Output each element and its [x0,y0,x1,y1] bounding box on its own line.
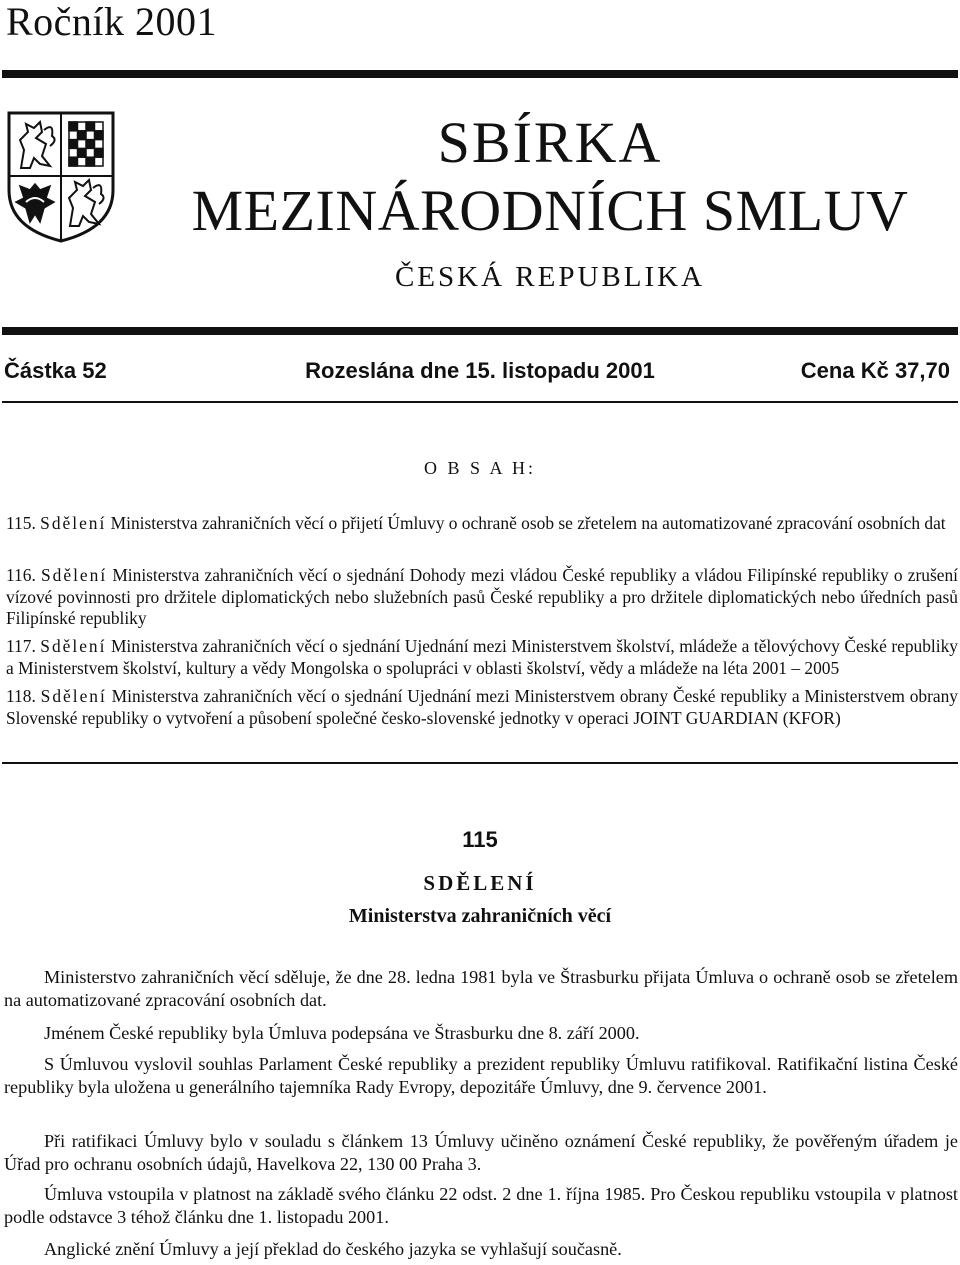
body-paragraph: Anglické znění Úmluvy a její překlad do českého jazyka se vyhlašují současně. [44,1239,622,1259]
header-bottom-rule [2,327,958,335]
body-paragraph: Ministerstvo zahraničních věcí sděluje, že dne 28. ledna 1981 byla ve Štrasburku přijata Úmluva o ochraně osob se zřetelem na automatizované zpracování osobních dat. [4,967,958,1010]
body-paragraph: Úmluva vstoupila v platnost na základě svého článku 22 odst. 2 dne 1. října 1985. Pro Českou republiku vstoupila v platnost podle odstavce 3 téhož článku dne 1. listopadu 2001. [4,1184,958,1227]
contents-item-text: Ministerstva zahraničních věcí o sjednání Ujednání mezi Ministerstvem obrany České republiky a Ministerstvem obrany Slovenské republiky o vytvoření a působení společné česko-slovenské jednotky v operaci JOINT GUARDIAN (KFOR) [6,686,958,728]
contents-item-lead: Sdělení [40,636,107,656]
contents-heading: O B S A H: [423,458,537,478]
contents-item-number: 117. [6,636,36,656]
document-issuer: Ministerstva zahraničních věcí [348,905,612,927]
contents-item-text: Ministerstva zahraničních věcí o sjednání Dohody mezi vládou České republiky a vládou Filipínské republiky o zrušení vízové povinnosti pro držitele diplomatických nebo služebních pasů České republiky a pro držitele diplomatických nebo úředních pasů Filipínské republiky [6,565,958,628]
title-line-1: SBÍRKA [437,110,663,175]
part-number: Částka 52 [4,358,107,383]
contents-item-text: Ministerstva zahraničních věcí o sjednání Ujednání mezi Ministerstvem školství, mládeže a tělovýchovy České republiky a Ministerstvem školství, kultury a vědy Mongolska o spolupráci v oblasti školství, vědy a mládeže na léta 2001 – 2005 [6,636,958,678]
document-number: 115 [462,827,498,852]
state-emblem-icon [6,110,116,244]
contents-item-number: 116. [6,565,36,585]
contents-item-text: Ministerstva zahraničních věcí o přijetí Úmluvy o ochraně osob se zřetelem na automatizované zpracování osobních dat [106,513,946,533]
contents-item-lead: Sdělení [40,513,107,533]
title-line-2: MEZINÁRODNÍCH SMLUV [191,178,909,243]
contents-item-lead: Sdělení [40,686,107,706]
contents-item [6,513,958,535]
document-heading: SDĚLENÍ [423,871,537,895]
meta-rule [2,401,958,403]
contents-item-number: 115. [6,513,36,533]
contents-item [6,686,958,729]
country-subtitle: ČESKÁ REPUBLIKA [394,261,706,293]
header-top-rule [2,70,958,78]
distribution-date: Rozeslána dne 15. listopadu 2001 [305,358,655,383]
contents-item-lead: Sdělení [40,565,108,585]
price-label: Cena Kč 37,70 [800,358,950,383]
body-paragraph: S Úmluvou vyslovil souhlas Parlament České republiky a prezident republiky Úmluvu ratifikoval. Ratifikační listina České republiky byla uložena u generálního tajemníka Rady Evropy, depozitáře Úmluvy, dne 9. července 2001. [4,1054,958,1097]
contents-item [6,636,958,679]
contents-rule [2,762,958,764]
year-label: Ročník 2001 [6,0,218,44]
contents-item [6,565,958,630]
body-paragraph: Při ratifikaci Úmluvy bylo v souladu s článkem 13 Úmluvy učiněno oznámení České republiky, že pověřeným úřadem je Úřad pro ochranu osobních údajů, Havelkova 22, 130 00 Praha 3. [4,1131,958,1174]
contents-item-number: 118. [6,686,36,706]
body-paragraph: Jménem České republiky byla Úmluva podepsána ve Štrasburku dne 8. září 2000. [44,1023,640,1043]
